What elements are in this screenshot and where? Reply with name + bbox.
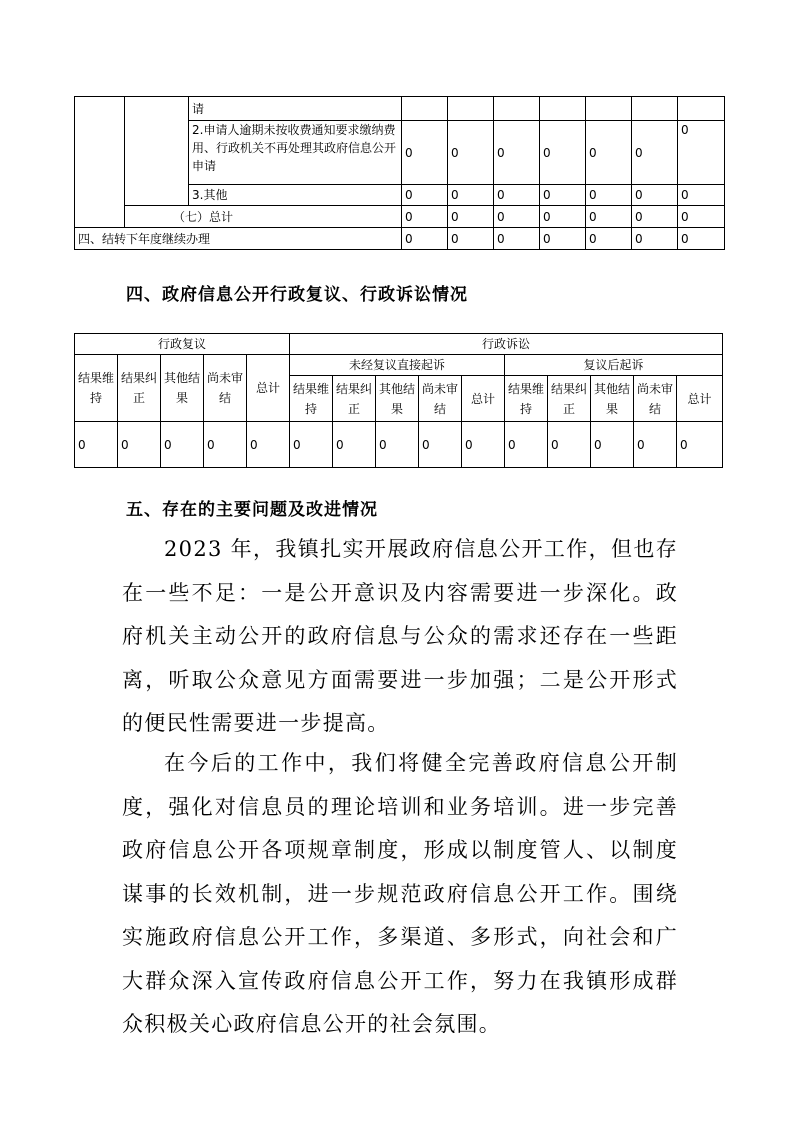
value-cell: 0	[632, 121, 678, 185]
value-cell: 0	[494, 121, 540, 185]
value-cell: 0	[678, 228, 725, 250]
col-total: 总计	[677, 376, 723, 422]
value-cell: 0	[591, 422, 634, 468]
value-cell: 0	[678, 206, 725, 228]
review-litigation-table	[74, 333, 723, 468]
col-total: 总计	[247, 355, 290, 422]
row-label: 3.其他	[189, 185, 402, 206]
paragraph-problems: 2023 年，我镇扎实开展政府信息公开工作，但也存在一些不足：一是公开意识及内容需要进一步深化。政府机关主动公开的政府信息与公众的需求还存在一些距离，听取公众意见方面需要进一步加强；二是公开形式的便民性需要进一步提高。	[122, 537, 678, 735]
value-cell: 0	[586, 185, 632, 206]
col-pending: 尚未审结	[634, 376, 677, 422]
header-admin-litigation: 行政诉讼	[290, 334, 723, 355]
value-cell: 0	[540, 121, 586, 185]
application-handling-table-continued	[74, 96, 725, 250]
col-upheld: 结果维持	[75, 355, 118, 422]
value-cell: 0	[376, 422, 419, 468]
value-cell: 0	[402, 185, 448, 206]
header-admin-review: 行政复议	[75, 334, 290, 355]
value-cell: 0	[402, 228, 448, 250]
value-cell: 0	[540, 228, 586, 250]
value-cell: 0	[462, 422, 505, 468]
col-pending: 尚未审结	[419, 376, 462, 422]
value-cell: 0	[75, 422, 118, 468]
value-cell: 0	[448, 228, 494, 250]
section-heading-4: 四、政府信息公开行政复议、行政诉讼情况	[126, 285, 468, 305]
value-cell: 0	[548, 422, 591, 468]
row-label: （七）总计	[125, 206, 402, 228]
paragraph-improvements: 在今后的工作中，我们将健全完善政府信息公开制度，强化对信息员的理论培训和业务培训。进一步完善政府信息公开各项规章制度，形成以制度管人、以制度谋事的长效机制，进一步规范政府信息公开工作。围绕实施政府信息公开工作，多渠道、多形式，向社会和广大群众深入宣传政府信息公开工作，努力在我镇形成群众积极关心政府信息公开的社会氛围。	[122, 751, 678, 1036]
value-cell: 0	[678, 185, 725, 206]
col-other: 其他结果	[161, 355, 204, 422]
value-cell: 0	[677, 422, 723, 468]
value-cell: 0	[632, 206, 678, 228]
col-upheld: 结果维持	[505, 376, 548, 422]
col-other: 其他结果	[376, 376, 419, 422]
value-cell: 0	[204, 422, 247, 468]
row-label: 请	[189, 97, 402, 121]
header-after-review-suit: 复议后起诉	[505, 355, 723, 376]
value-cell: 0	[402, 121, 448, 185]
col-upheld: 结果维持	[290, 376, 333, 422]
value-cell: 0	[118, 422, 161, 468]
section-heading-5: 五、存在的主要问题及改进情况	[126, 500, 378, 520]
value-cell: 0	[290, 422, 333, 468]
col-corrected: 结果纠正	[333, 376, 376, 422]
value-cell: 0	[161, 422, 204, 468]
value-cell: 0	[247, 422, 290, 468]
value-cell: 0	[333, 422, 376, 468]
col-other: 其他结果	[591, 376, 634, 422]
col-corrected: 结果纠正	[548, 376, 591, 422]
value-cell: 0	[494, 228, 540, 250]
value-cell: 0	[632, 228, 678, 250]
col-pending: 尚未审结	[204, 355, 247, 422]
value-cell: 0	[540, 206, 586, 228]
value-cell: 0	[448, 121, 494, 185]
value-cell: 0	[586, 228, 632, 250]
value-cell: 0	[448, 185, 494, 206]
value-cell: 0	[448, 206, 494, 228]
col-total: 总计	[462, 376, 505, 422]
col-corrected: 结果纠正	[118, 355, 161, 422]
value-cell: 0	[586, 121, 632, 185]
value-cell: 0	[494, 185, 540, 206]
row-label: 2.申请人逾期未按收费通知要求缴纳费用、行政机关不再处理其政府信息公开申请	[189, 121, 402, 185]
blank-cell	[75, 97, 125, 228]
value-cell: 0	[494, 206, 540, 228]
value-cell: 0	[505, 422, 548, 468]
value-cell: 0	[402, 206, 448, 228]
value-cell: 0	[678, 121, 725, 185]
value-cell: 0	[586, 206, 632, 228]
value-cell: 0	[634, 422, 677, 468]
row-label: 四、结转下年度继续办理	[75, 228, 402, 250]
header-direct-suit: 未经复议直接起诉	[290, 355, 505, 376]
blank-cell	[125, 97, 189, 206]
value-cell: 0	[540, 185, 586, 206]
value-cell: 0	[419, 422, 462, 468]
value-cell: 0	[632, 185, 678, 206]
